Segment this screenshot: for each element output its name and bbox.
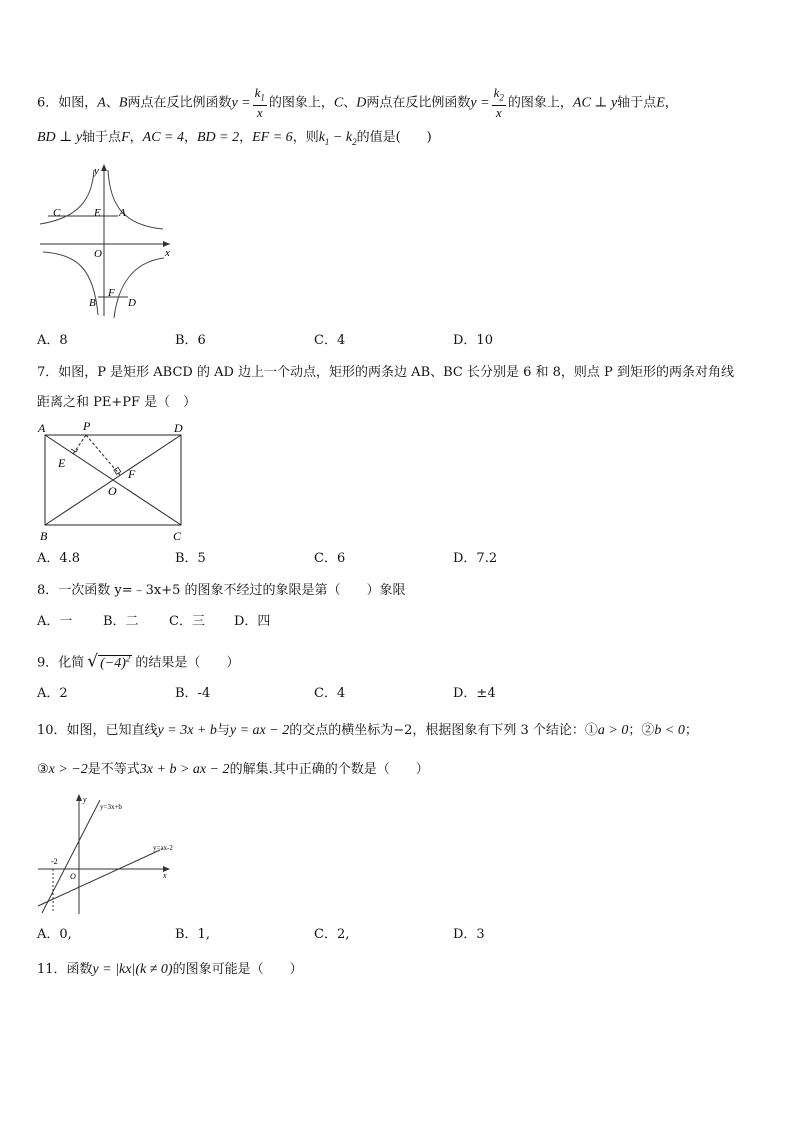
label-e: E [58, 456, 66, 470]
q7-option-a[interactable]: A．4.8 [37, 551, 81, 566]
q11-line: 11．函数y = |kx|(k ≠ 0)的图象可能是（ ） [37, 962, 303, 977]
label-c: C [53, 207, 61, 219]
q6-line2: BD ⊥ y轴于点F，AC = 4，BD = 2，EF = 6，则$k_1 - k_2$的值是( ) [37, 130, 432, 147]
y-axis-arrow [101, 164, 107, 171]
label-a: A [119, 207, 126, 219]
q6-line1: 6．如图，A、B两点在反比例函数y = $\frac{k_1}{x}$ 的图象上，C、D两点在反比例函数y = $\frac{k_2}{x}$ 的图象上，AC ⊥ y轴于点E， [37, 85, 678, 120]
label-o: O [108, 484, 117, 498]
q7-line1: 7．如图，P 是矩形 ABCD 的 AD 边上一个动点，矩形的两条边 AB、BC 长分别是 6 和 8，则点 P 到矩形的两条对角线 [37, 365, 734, 380]
label-c: C [173, 529, 182, 543]
q10-option-b[interactable]: B．1, [175, 927, 210, 942]
label-f: F [108, 287, 115, 299]
q9-line: 9．化简 √ $(-4)^2$ 的结果是（ ） [37, 648, 239, 674]
q7-option-b[interactable]: B．5 [175, 551, 206, 566]
label-b: B [40, 529, 48, 543]
q10-line1: 10．如图，已知直线y = 3x + b与y = ax − 2的交点的横坐标为−2，根据图象有下列 3 个结论：①a > 0；②b < 0； [37, 723, 698, 738]
q6-option-d[interactable]: D．10 [453, 333, 493, 348]
q10-option-c[interactable]: C．2, [314, 927, 350, 942]
label-d: D [174, 421, 183, 435]
label-a: A [38, 421, 46, 435]
label-e: E [94, 207, 101, 219]
q8-option-a[interactable]: A．一 [37, 614, 73, 629]
q6-option-a[interactable]: A．8 [37, 333, 68, 348]
fraction-k1-over-x: $\frac{k_1}{x}$ [254, 85, 265, 120]
y-axis-arrow [76, 794, 82, 801]
label-neg2: -2 [51, 857, 58, 866]
fraction-k2-over-x: $\frac{k_2}{x}$ [493, 85, 504, 120]
q10-option-a[interactable]: A．0, [37, 927, 72, 942]
label-d: D [128, 297, 136, 309]
q8-line: 8．一次函数 y=﹣3x+5 的图象不经过的象限是第（ ）象限 [37, 583, 406, 598]
label-y: y [83, 795, 87, 804]
label-f: F [128, 467, 136, 481]
label-o: O [94, 248, 102, 260]
q8-option-d[interactable]: D．四 [234, 614, 271, 629]
curve-k2-q4 [114, 258, 164, 318]
q9-option-b[interactable]: B．-4 [175, 686, 211, 701]
q9-option-a[interactable]: A．2 [37, 686, 68, 701]
q7-option-c[interactable]: C．6 [314, 551, 346, 566]
q6-option-c[interactable]: C．4 [314, 333, 346, 348]
sqrt-expression: √ $(-4)^2$ [87, 651, 131, 672]
label-b: B [89, 297, 96, 309]
q7-line2: 距离之和 PE+PF 是（ ） [37, 395, 197, 410]
label-y: y [94, 165, 99, 177]
label-x: x [163, 871, 167, 880]
label-x: x [165, 247, 170, 259]
q10-figure [36, 792, 181, 917]
q6-figure [38, 160, 178, 320]
q10-line2: ③x > −2是不等式3x + b > ax − 2的解集.其中正确的个数是（ ） [37, 762, 429, 777]
right-angle-e [71, 449, 78, 452]
q8-option-c[interactable]: C．三 [169, 614, 205, 629]
label-p: P [83, 419, 91, 433]
q8-option-b[interactable]: B．二 [103, 614, 139, 629]
q7-option-d[interactable]: D．7.2 [453, 551, 498, 566]
label-line2: y=ax-2 [153, 844, 173, 852]
right-angle-f [114, 467, 121, 474]
q10-option-d[interactable]: D．3 [453, 927, 485, 942]
curve-k1-q1 [108, 170, 163, 229]
label-line1: y=3x+b [100, 803, 122, 811]
q6-option-b[interactable]: B．6 [175, 333, 206, 348]
q9-option-c[interactable]: C．4 [314, 686, 346, 701]
q7-figure [36, 418, 196, 544]
q9-option-d[interactable]: D．±4 [453, 686, 496, 701]
label-o: O [70, 872, 76, 881]
